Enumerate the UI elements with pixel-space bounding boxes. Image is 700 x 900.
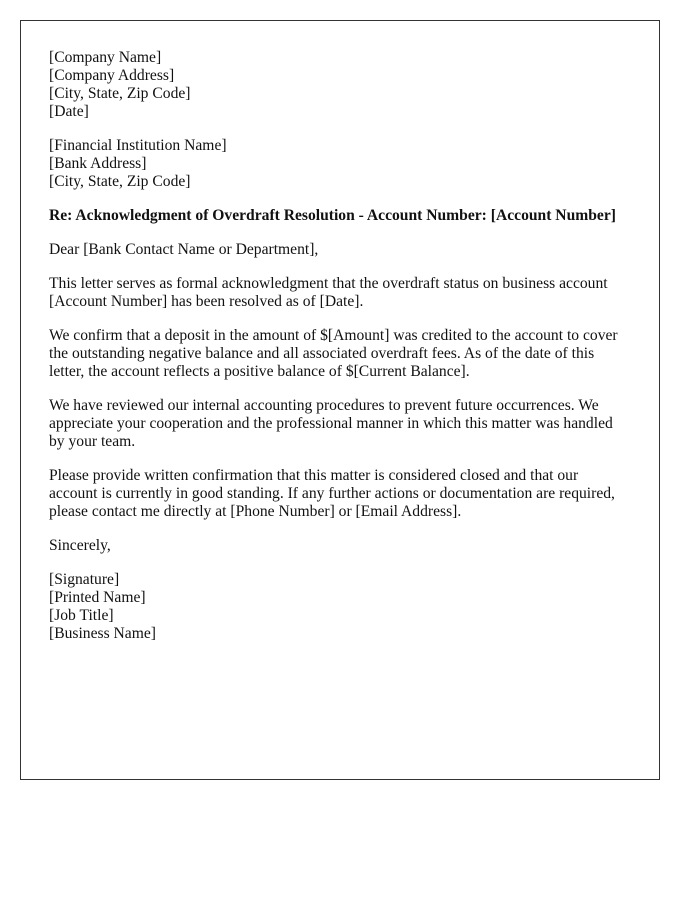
job-title: [Job Title] — [49, 607, 114, 624]
sender-city-state-zip: [City, State, Zip Code] — [49, 85, 191, 102]
signature-block — [49, 571, 639, 643]
sender-address-block — [49, 49, 639, 121]
body-paragraph-1 — [49, 275, 639, 311]
paragraph-line: appreciate your cooperation and the professional manner in which this matter was handled — [49, 415, 613, 432]
paragraph-line: We have reviewed our internal accounting procedures to prevent future occurrences. We — [49, 397, 599, 414]
sender-company-name: [Company Name] — [49, 49, 162, 66]
letter-subject: Re: Acknowledgment of Overdraft Resolution - Account Number: [Account Number] — [49, 207, 616, 224]
paragraph-line: [Account Number] has been resolved as of [Date]. — [49, 293, 364, 310]
paragraph-line: the outstanding negative balance and all associated overdraft fees. As of the date of this — [49, 345, 595, 362]
paragraph-line: account is currently in good standing. If any further actions or documentation are required, — [49, 485, 615, 502]
body-paragraph-4 — [49, 467, 639, 521]
recipient-address-block — [49, 137, 639, 191]
sender-company-address: [Company Address] — [49, 67, 175, 84]
closing: Sincerely, — [49, 537, 111, 554]
paragraph-line: This letter serves as formal acknowledgment that the overdraft status on business account — [49, 275, 608, 292]
recipient-institution-name: [Financial Institution Name] — [49, 137, 227, 154]
paragraph-line: by your team. — [49, 433, 136, 450]
paragraph-line: please contact me directly at [Phone Number] or [Email Address]. — [49, 503, 462, 520]
signature-line: [Signature] — [49, 571, 120, 588]
paragraph-line: Please provide written confirmation that this matter is considered closed and that our — [49, 467, 579, 484]
body-paragraph-2 — [49, 327, 639, 381]
body-paragraph-3 — [49, 397, 639, 451]
printed-name: [Printed Name] — [49, 589, 146, 606]
paragraph-line: letter, the account reflects a positive balance of $[Current Balance]. — [49, 363, 470, 380]
business-name: [Business Name] — [49, 625, 156, 642]
salutation: Dear [Bank Contact Name or Department], — [49, 241, 319, 258]
recipient-bank-address: [Bank Address] — [49, 155, 147, 172]
paragraph-line: We confirm that a deposit in the amount of $[Amount] was credited to the account to cover — [49, 327, 618, 344]
recipient-city-state-zip: [City, State, Zip Code] — [49, 173, 191, 190]
letter-page — [20, 20, 660, 780]
letter-date: [Date] — [49, 103, 89, 120]
letter-content — [49, 49, 639, 659]
